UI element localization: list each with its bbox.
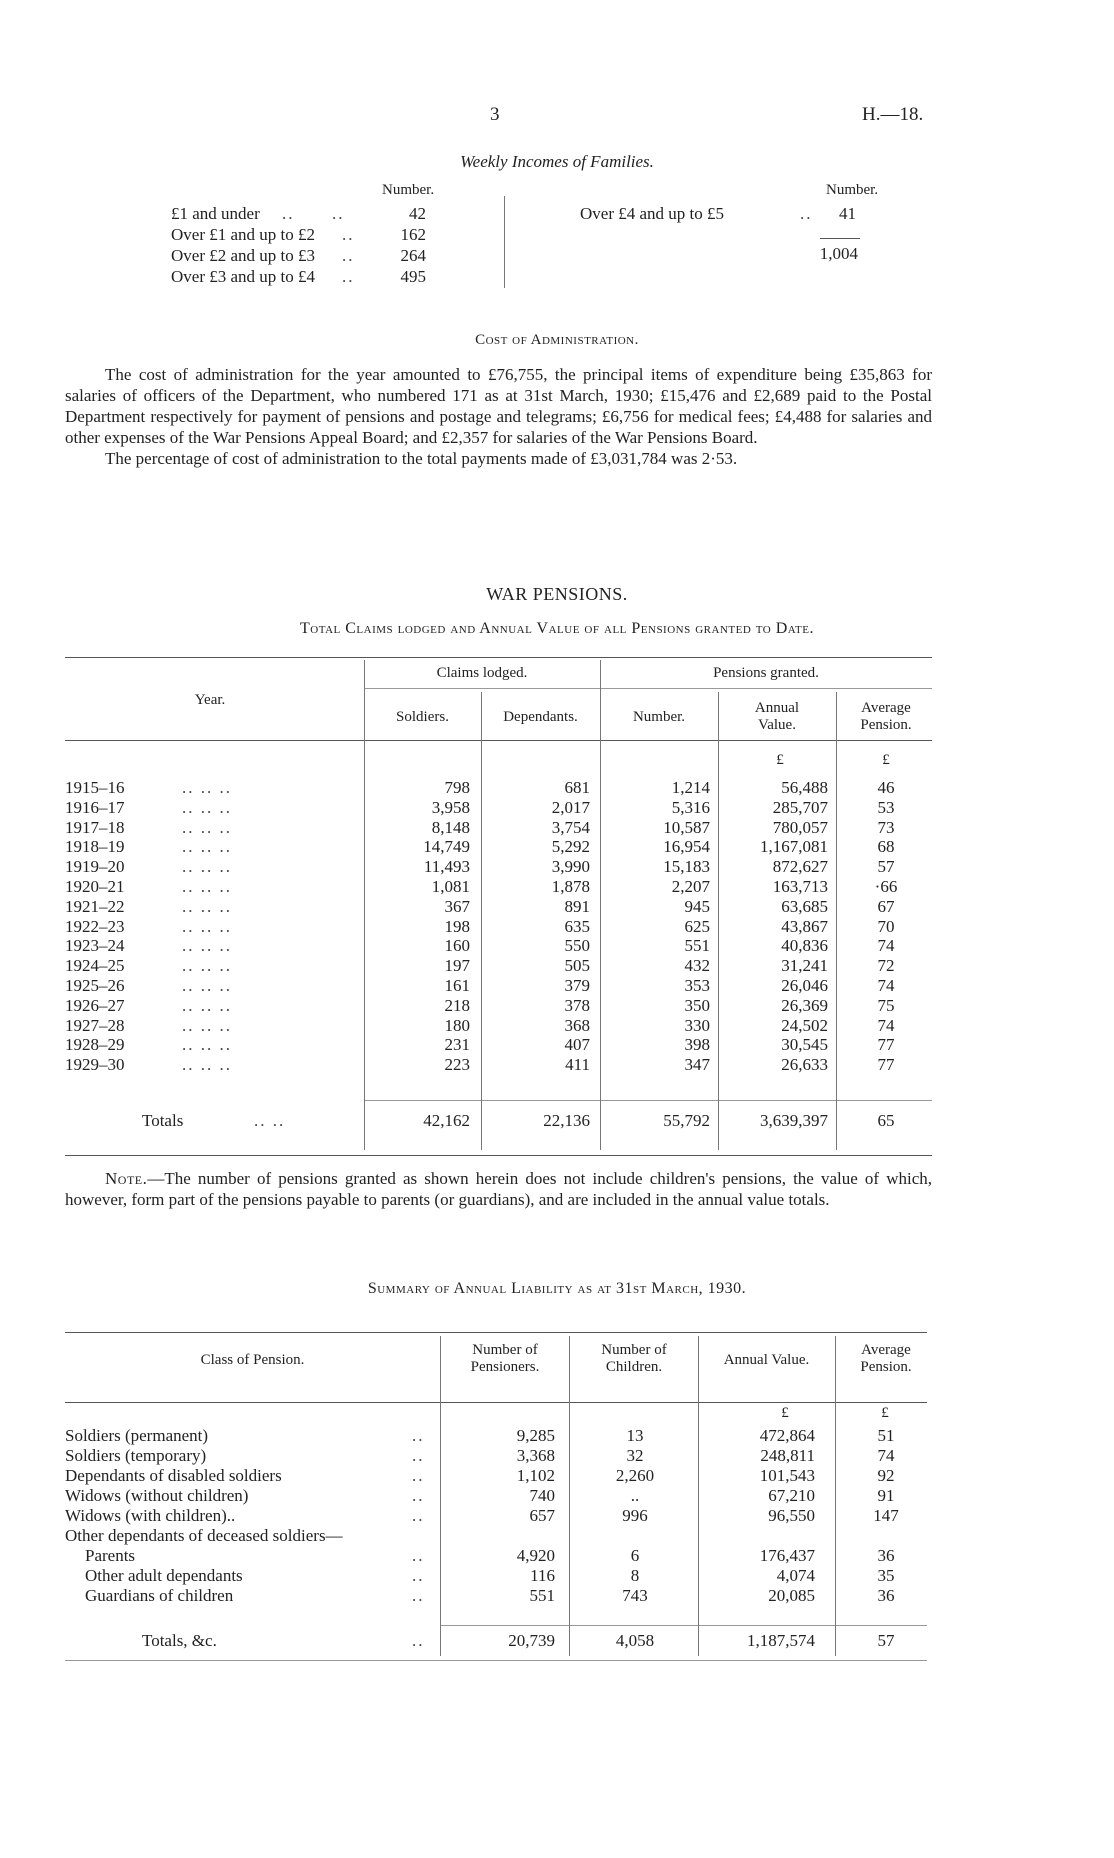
- leader-dots: .. .. ..: [182, 976, 232, 995]
- average-pension-cell: 46: [877, 778, 895, 797]
- annual-value-cell: 3,639,397: [760, 1111, 828, 1130]
- average-pension-cell: 74: [877, 1015, 895, 1035]
- average-pension-cell: 77: [877, 1055, 895, 1075]
- header-annual-value: Annual Value.: [723, 1352, 810, 1368]
- annual-value-cell: 101,543: [759, 1466, 815, 1485]
- income-bracket-label: Over £4 and up to £5: [580, 204, 725, 223]
- dependants-cell: 3,754: [551, 817, 590, 837]
- class-cell: Widows (without children): [65, 1486, 249, 1505]
- note-label: Note.: [105, 1169, 148, 1188]
- children-cell: 6: [630, 1546, 640, 1565]
- class-cell: Guardians of children: [85, 1586, 234, 1605]
- war-pensions-note: [65, 1168, 932, 1210]
- table-row: [0, 956, 1114, 976]
- header-average-pension: Average Pension.: [860, 700, 912, 733]
- table-row: [0, 936, 1114, 956]
- table-row: [0, 1506, 1114, 1526]
- dependants-cell: 411: [565, 1055, 590, 1075]
- soldiers-cell: 231: [444, 1035, 470, 1055]
- class-cell: Widows (with children)..: [65, 1506, 236, 1525]
- average-pension-cell: 35: [877, 1566, 895, 1585]
- cost-admin-paragraph-1: The cost of administration for the year amounted to £76,755, the principal items of expenditure being £35,863 for salaries of officers of the Department, who numbered 171 as at 31st March, 1930; £15,476 and £2,689 paid to the Postal Department respectively for payment of pensions and postage and telegrams; £6,756 for medical fees; £4,488 for salaries and other expenses of the War Pensions Appeal Board; and £2,357 for salaries of the War Pensions Board.: [65, 365, 932, 447]
- header-annual-value: Annual Value.: [754, 700, 800, 733]
- annual-value-cell: 26,046: [781, 976, 828, 995]
- annual-value-cell: 24,502: [781, 1015, 828, 1035]
- leader-dots: ..: [412, 1586, 425, 1605]
- year-cell: 1918–19: [65, 837, 125, 857]
- leader-dots: ..: [800, 204, 813, 223]
- leader-dots: .. .. ..: [182, 817, 232, 837]
- document-code: H.—18.: [862, 104, 924, 125]
- number-cell: 350: [684, 995, 710, 1015]
- class-cell: Dependants of disabled soldiers: [65, 1466, 282, 1485]
- cost-admin-paragraph-2: The percentage of cost of administration to the total payments made of £3,031,784 was 2·53.: [105, 449, 738, 468]
- war-pensions-title: WAR PENSIONS.: [486, 584, 628, 604]
- year-cell: 1925–26: [65, 976, 125, 995]
- average-pension-cell: 92: [877, 1466, 895, 1485]
- table-row: [0, 1546, 1114, 1566]
- leader-dots: ..: [412, 1566, 425, 1585]
- currency-average: £: [881, 1405, 889, 1421]
- number-cell: 347: [684, 1055, 710, 1075]
- soldiers-cell: 160: [444, 936, 470, 956]
- number-cell: 2,207: [671, 877, 710, 896]
- header-pensioners: Number of Pensioners.: [470, 1342, 540, 1375]
- dependants-cell: 891: [564, 896, 590, 916]
- leader-dots: .. .. ..: [182, 956, 232, 976]
- table-row: [0, 877, 1114, 897]
- totals-row: [0, 1111, 1114, 1131]
- annual-value-cell: 63,685: [781, 896, 828, 916]
- annual-value-cell: 1,167,081: [760, 837, 828, 857]
- annual-value-cell: 248,811: [760, 1446, 815, 1465]
- income-bracket-label: Over £1 and up to £2: [171, 225, 316, 244]
- leader-dots: .. .. ..: [182, 778, 232, 797]
- dependants-cell: 681: [564, 778, 590, 797]
- currency-average: £: [882, 752, 890, 768]
- soldiers-cell: 8,148: [431, 817, 470, 837]
- leader-dots: ..: [412, 1426, 425, 1445]
- table-row: [0, 837, 1114, 857]
- average-pension-cell: 51: [877, 1426, 895, 1445]
- pensioners-cell: 740: [529, 1486, 555, 1505]
- totals-label: Totals, &c.: [142, 1631, 217, 1650]
- average-pension-cell: 147: [873, 1506, 899, 1525]
- year-cell: 1920–21: [65, 877, 125, 896]
- dependants-cell: 3,990: [551, 857, 590, 877]
- pensioners-cell: 20,739: [508, 1631, 555, 1650]
- class-cell: Soldiers (permanent): [65, 1426, 209, 1445]
- annual-value-cell: 163,713: [772, 877, 828, 896]
- children-cell: 13: [626, 1426, 644, 1445]
- leader-dots: .. .. ..: [182, 896, 232, 916]
- number-cell: 15,183: [663, 857, 710, 877]
- average-pension-cell: 74: [877, 976, 895, 995]
- annual-value-cell: 780,057: [772, 817, 828, 837]
- annual-value-cell: 26,369: [781, 995, 828, 1015]
- currency-annual: £: [781, 1405, 789, 1421]
- number-cell: 398: [684, 1035, 710, 1055]
- soldiers-cell: 11,493: [423, 857, 470, 877]
- annual-value-cell: 176,437: [759, 1546, 815, 1565]
- table-row: [0, 1446, 1114, 1466]
- soldiers-cell: 161: [444, 976, 470, 995]
- class-cell: Parents: [85, 1546, 136, 1565]
- page-number: 3: [490, 104, 500, 125]
- children-cell: 2,260: [615, 1466, 655, 1485]
- year-cell: 1929–30: [65, 1055, 125, 1075]
- average-pension-cell: ·66: [874, 877, 898, 896]
- note-text: —The number of pensions granted as shown herein does not include children's pensions, the value of which, however, form part of the pensions payable to parents (or guardians), and are included in the annual value totals.: [65, 1169, 932, 1209]
- war-pensions-subtitle: Total Claims lodged and Annual Value of all Pensions granted to Date.: [300, 620, 814, 637]
- number-cell: 1,214: [671, 778, 710, 797]
- table-row: [0, 1016, 1114, 1036]
- table-row: [0, 1055, 1114, 1075]
- average-pension-cell: 53: [877, 797, 895, 817]
- children-cell: 4,058: [615, 1631, 655, 1650]
- number-cell: 16,954: [663, 837, 710, 857]
- leader-dots: ..: [412, 1466, 425, 1485]
- leader-dots: .. .. ..: [182, 1055, 232, 1075]
- income-bracket-label: £1 and under: [171, 204, 260, 223]
- annual-value-cell: 20,085: [768, 1586, 815, 1605]
- header-average-pension: Average Pension.: [860, 1342, 912, 1375]
- dependants-cell: 22,136: [543, 1111, 590, 1130]
- number-header-right: Number.: [826, 182, 879, 198]
- table-row: [0, 1526, 1114, 1546]
- pensioners-cell: 1,102: [516, 1466, 555, 1485]
- annual-value-cell: 872,627: [772, 857, 828, 877]
- annual-value-cell: 4,074: [776, 1566, 815, 1585]
- leader-dots: .. .. ..: [182, 936, 232, 956]
- number-header-left: Number.: [382, 182, 435, 198]
- average-pension-cell: 36: [877, 1586, 895, 1605]
- table-row: [0, 1466, 1114, 1486]
- number-cell: 5,316: [671, 797, 710, 817]
- header-claims-lodged: Claims lodged.: [436, 665, 528, 681]
- pensioners-cell: 116: [530, 1566, 555, 1585]
- year-cell: 1923–24: [65, 936, 125, 956]
- table-row: [0, 857, 1114, 877]
- dependants-cell: 635: [564, 916, 590, 936]
- children-cell: 8: [630, 1566, 640, 1585]
- year-cell: 1927–28: [65, 1015, 125, 1035]
- average-pension-cell: 73: [877, 817, 895, 837]
- leader-dots: ..: [342, 246, 355, 265]
- soldiers-cell: 3,958: [431, 797, 470, 817]
- dependants-cell: 5,292: [551, 837, 590, 857]
- table-row: [0, 996, 1114, 1016]
- leader-dots: .. .. ..: [182, 1015, 232, 1035]
- annual-value-cell: 56,488: [781, 778, 828, 797]
- average-pension-cell: 91: [877, 1486, 895, 1505]
- leader-dots: .. .. ..: [182, 877, 232, 896]
- soldiers-cell: 798: [444, 778, 470, 797]
- average-pension-cell: 70: [877, 916, 895, 936]
- weekly-incomes-divider: [504, 196, 505, 288]
- average-pension-cell: 57: [877, 1631, 895, 1650]
- table-row: [0, 798, 1114, 818]
- table-row: [0, 1586, 1114, 1606]
- leader-dots: ..: [342, 225, 355, 244]
- year-cell: 1926–27: [65, 995, 125, 1015]
- number-cell: 551: [684, 936, 710, 956]
- year-cell: 1916–17: [65, 797, 125, 817]
- annual-value-cell: 30,545: [781, 1035, 828, 1055]
- average-pension-cell: 67: [877, 896, 895, 916]
- dependants-cell: 2,017: [551, 797, 590, 817]
- annual-value-cell: 1,187,574: [747, 1631, 815, 1650]
- table-row: [0, 818, 1114, 838]
- dependants-cell: 505: [564, 956, 590, 976]
- leader-dots: ..: [412, 1486, 425, 1505]
- leader-dots: ..: [412, 1446, 425, 1465]
- soldiers-cell: 180: [444, 1015, 470, 1035]
- leader-dots: ..: [412, 1631, 425, 1650]
- leader-dots: .. ..: [254, 1111, 286, 1130]
- header-number: Number.: [632, 709, 686, 725]
- children-cell: 743: [622, 1586, 648, 1605]
- year-cell: 1922–23: [65, 916, 125, 936]
- annual-value-cell: 67,210: [768, 1486, 815, 1505]
- income-bracket-label: Over £2 and up to £3: [171, 246, 316, 265]
- number-cell: 330: [684, 1015, 710, 1035]
- summary-title: Summary of Annual Liability as at 31st March, 1930.: [367, 1280, 747, 1297]
- soldiers-cell: 42,162: [423, 1111, 470, 1130]
- average-pension-cell: 74: [877, 1446, 895, 1465]
- table-row: [0, 1566, 1114, 1586]
- year-cell: 1917–18: [65, 817, 125, 837]
- dependants-cell: 1,878: [551, 877, 590, 896]
- average-pension-cell: 36: [877, 1546, 895, 1565]
- number-cell: 353: [684, 976, 710, 995]
- number-cell: 55,792: [663, 1111, 710, 1130]
- table-row: [0, 778, 1114, 798]
- annual-value-cell: 26,633: [781, 1055, 828, 1075]
- class-cell: Soldiers (temporary): [65, 1446, 207, 1465]
- pensioners-cell: 9,285: [516, 1426, 555, 1445]
- number-cell: 432: [684, 956, 710, 976]
- leader-dots: .. ..: [282, 204, 345, 223]
- pensioners-cell: 657: [529, 1506, 555, 1525]
- soldiers-cell: 218: [444, 995, 470, 1015]
- dependants-cell: 407: [564, 1035, 590, 1055]
- total-rule: [820, 238, 860, 239]
- currency-annual: £: [776, 752, 784, 768]
- annual-value-cell: 96,550: [768, 1506, 815, 1525]
- dependants-cell: 379: [564, 976, 590, 995]
- number-cell: 10,587: [663, 817, 710, 837]
- average-pension-cell: 77: [877, 1035, 895, 1055]
- pensioners-cell: 4,920: [516, 1546, 555, 1565]
- average-pension-cell: 65: [877, 1111, 895, 1130]
- number-cell: 625: [684, 916, 710, 936]
- leader-dots: ..: [412, 1546, 425, 1565]
- income-count: 41: [839, 204, 856, 223]
- soldiers-cell: 367: [444, 896, 470, 916]
- table-row: [0, 1035, 1114, 1055]
- leader-dots: .. .. ..: [182, 916, 232, 936]
- year-cell: 1924–25: [65, 956, 125, 976]
- table-row: [0, 897, 1114, 917]
- pensioners-cell: 3,368: [516, 1446, 555, 1465]
- income-bracket-label: Over £3 and up to £4: [171, 267, 316, 286]
- dependants-cell: 368: [564, 1015, 590, 1035]
- cost-admin-title: Cost of Administration.: [475, 332, 639, 348]
- year-cell: 1919–20: [65, 857, 125, 877]
- average-pension-cell: 75: [877, 995, 895, 1015]
- annual-value-cell: 40,836: [781, 936, 828, 956]
- class-cell: Other adult dependants: [85, 1566, 243, 1585]
- leader-dots: ..: [412, 1506, 425, 1525]
- average-pension-cell: 57: [877, 857, 895, 877]
- leader-dots: .. .. ..: [182, 837, 232, 857]
- annual-value-cell: 472,864: [759, 1426, 815, 1445]
- number-cell: 945: [684, 896, 710, 916]
- children-cell: 32: [626, 1446, 644, 1465]
- soldiers-cell: 14,749: [423, 837, 470, 857]
- table-row: [0, 917, 1114, 937]
- header-class: Class of Pension.: [200, 1352, 305, 1368]
- dependants-cell: 378: [564, 995, 590, 1015]
- children-cell: 996: [622, 1506, 648, 1525]
- year-cell: 1921–22: [65, 896, 125, 916]
- leader-dots: ..: [342, 267, 355, 286]
- year-cell: 1915–16: [65, 778, 125, 797]
- soldiers-cell: 223: [444, 1055, 470, 1075]
- soldiers-cell: 197: [444, 956, 470, 976]
- table-row: [0, 1426, 1114, 1446]
- annual-value-cell: 285,707: [772, 797, 828, 817]
- weekly-incomes-total: 1,004: [819, 244, 858, 263]
- weekly-incomes-title: Weekly Incomes of Families.: [460, 152, 654, 171]
- table-row: [0, 1486, 1114, 1506]
- income-count: 264: [400, 246, 426, 265]
- header-children: Number of Children.: [601, 1342, 667, 1375]
- average-pension-cell: 72: [877, 956, 895, 976]
- income-count: 495: [400, 267, 426, 286]
- class-cell: Other dependants of deceased soldiers—: [65, 1526, 343, 1545]
- average-pension-cell: 68: [877, 837, 895, 857]
- pensioners-cell: 551: [529, 1586, 555, 1605]
- totals-row: [0, 1631, 1114, 1651]
- leader-dots: .. .. ..: [182, 1035, 232, 1055]
- leader-dots: .. .. ..: [182, 995, 232, 1015]
- annual-value-cell: 31,241: [781, 956, 828, 976]
- income-count: 42: [409, 204, 426, 223]
- header-dependants: Dependants.: [503, 709, 578, 725]
- cost-admin-text: [65, 364, 932, 469]
- annual-value-cell: 43,867: [781, 916, 828, 936]
- header-year: Year.: [194, 692, 226, 708]
- table-row: [0, 976, 1114, 996]
- average-pension-cell: 74: [877, 936, 895, 956]
- header-pensions-granted: Pensions granted.: [713, 665, 819, 681]
- income-count: 162: [400, 225, 426, 244]
- totals-label: Totals: [142, 1111, 184, 1130]
- year-cell: 1928–29: [65, 1035, 125, 1055]
- soldiers-cell: 198: [444, 916, 470, 936]
- leader-dots: .. .. ..: [182, 857, 232, 877]
- soldiers-cell: 1,081: [431, 877, 470, 896]
- header-soldiers: Soldiers.: [396, 709, 449, 725]
- children-cell: ..: [630, 1486, 640, 1505]
- dependants-cell: 550: [564, 936, 590, 956]
- leader-dots: .. .. ..: [182, 797, 232, 817]
